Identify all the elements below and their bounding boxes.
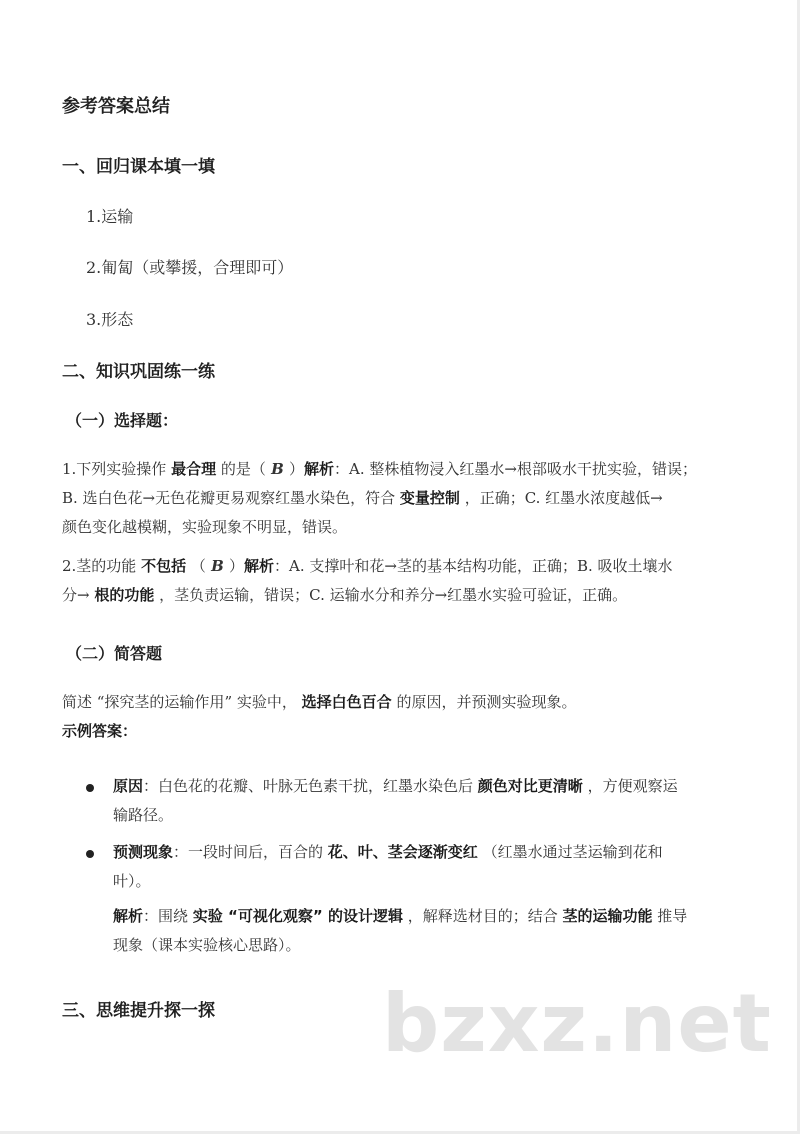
prediction-label: 预测现象 bbox=[113, 843, 174, 861]
bullet-dot bbox=[86, 784, 94, 792]
analysis-text: ：围绕 bbox=[143, 907, 193, 925]
short-answer-question bbox=[62, 688, 738, 746]
reason-text: ：白色花的花瓣、叶脉无色素干扰，红墨水染色后 bbox=[143, 777, 478, 795]
prediction-text: 叶）。 bbox=[113, 872, 151, 890]
answer-item-2: 2.匍匐（或攀援，合理即可） bbox=[86, 258, 294, 277]
answer-prediction bbox=[113, 838, 743, 896]
q1-text: ） bbox=[289, 460, 305, 478]
question-keyword: 选择白色百合 bbox=[301, 693, 392, 711]
answer-item-1: 1.运输 bbox=[86, 207, 134, 226]
prediction-text: （红墨水通过茎运输到花和 bbox=[477, 843, 663, 861]
q2-analysis-text: 分→ bbox=[62, 586, 95, 604]
page-title: 参考答案总结 bbox=[62, 96, 170, 117]
reason-label: 原因 bbox=[113, 777, 144, 795]
example-answer-label: 示例答案： bbox=[62, 722, 138, 740]
choice-question-2 bbox=[62, 552, 738, 610]
q1-analysis-label: 解析 bbox=[304, 460, 335, 478]
answer-item-3: 3.形态 bbox=[86, 310, 134, 329]
watermark: bzxz.net bbox=[382, 977, 772, 1070]
answer-reason bbox=[113, 772, 743, 830]
question-text: 的原因，并预测实验现象。 bbox=[391, 693, 577, 711]
section-2-heading: 二、知识巩固练一练 bbox=[62, 362, 215, 382]
choice-question-1 bbox=[62, 455, 738, 542]
q1-keyword-variable-control: 变量控制 bbox=[399, 489, 460, 507]
answer-analysis bbox=[113, 902, 743, 960]
question-text: 简述 “探究茎的运输作用” 实验中， bbox=[62, 693, 302, 711]
q1-analysis-text: 颜色变化越模糊，实验现象不明显，错误。 bbox=[62, 518, 348, 536]
q2-answer: B bbox=[205, 557, 230, 575]
analysis-text: 推导 bbox=[652, 907, 688, 925]
prediction-text: ：一段时间后，百合的 bbox=[173, 843, 328, 861]
q1-analysis-text: ，正确；C. 红墨水浓度越低→ bbox=[459, 489, 663, 507]
q2-keyword: 不包括 bbox=[141, 557, 187, 575]
reason-keyword: 颜色对比更清晰 bbox=[477, 777, 583, 795]
q1-analysis-text: ：A. 整株植物浸入红墨水→根部吸水干扰实验，错误； bbox=[334, 460, 697, 478]
q1-keyword: 最合理 bbox=[171, 460, 217, 478]
q2-analysis-text: ：A. 支撑叶和花→茎的基本结构功能，正确；B. 吸收土壤水 bbox=[274, 557, 673, 575]
q2-analysis-label: 解析 bbox=[244, 557, 275, 575]
analysis-text: 现象（课本实验核心思路）。 bbox=[113, 936, 301, 954]
bullet-dot bbox=[86, 850, 94, 858]
analysis-keyword: 茎的运输功能 bbox=[562, 907, 653, 925]
reason-text: 输路径。 bbox=[113, 806, 174, 824]
q2-text: 2.茎的功能 bbox=[62, 557, 142, 575]
q1-analysis-text: B. 选白色花→无色花瓣更易观察红墨水染色，符合 bbox=[62, 489, 400, 507]
q2-text: ） bbox=[229, 557, 245, 575]
prediction-keyword: 花、叶、茎会逐渐变红 bbox=[327, 843, 478, 861]
q1-answer: B bbox=[265, 460, 290, 478]
reason-text: ，方便观察运 bbox=[582, 777, 678, 795]
analysis-label: 解析 bbox=[113, 907, 144, 925]
q2-analysis-text: ，茎负责运输，错误；C. 运输水分和养分→红墨水实验可验证，正确。 bbox=[154, 586, 628, 604]
q2-keyword-root-function: 根的功能 bbox=[94, 586, 155, 604]
q1-text: 1.下列实验操作 bbox=[62, 460, 172, 478]
section-1-heading: 一、回归课本填一填 bbox=[62, 157, 215, 177]
analysis-text: ，解释选材目的；结合 bbox=[402, 907, 563, 925]
q1-text: 的是（ bbox=[216, 460, 266, 478]
analysis-keyword: 实验 “可视化观察” 的设计逻辑 bbox=[192, 907, 403, 925]
subsection-choice-heading: （一）选择题： bbox=[66, 411, 179, 430]
subsection-short-answer-heading: （二）简答题 bbox=[66, 644, 163, 663]
section-3-heading: 三、思维提升探一探 bbox=[62, 1001, 215, 1021]
q2-text: （ bbox=[186, 557, 206, 575]
